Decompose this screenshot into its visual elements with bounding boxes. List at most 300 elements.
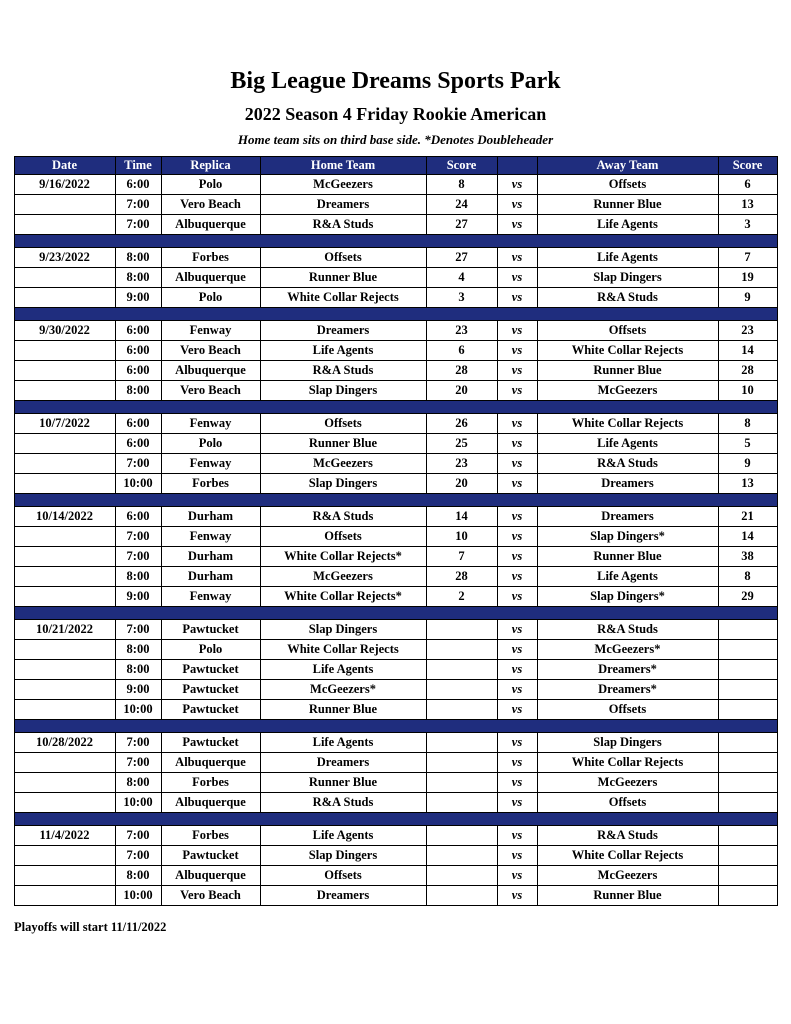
time-cell: 8:00 bbox=[115, 267, 161, 287]
home-team-cell: Runner Blue bbox=[260, 699, 426, 719]
replica-cell: Albuquerque bbox=[161, 792, 260, 812]
home-team-cell: White Collar Rejects* bbox=[260, 546, 426, 566]
replica-cell: Polo bbox=[161, 174, 260, 194]
group-separator-cell bbox=[14, 400, 777, 413]
date-filler-cell bbox=[14, 214, 115, 234]
home-score-cell bbox=[426, 679, 497, 699]
replica-cell: Polo bbox=[161, 433, 260, 453]
away-team-cell: Dreamers* bbox=[537, 659, 718, 679]
replica-cell: Pawtucket bbox=[161, 699, 260, 719]
date-filler-cell bbox=[14, 752, 115, 772]
away-team-cell: Slap Dingers* bbox=[537, 526, 718, 546]
date-cell: 9/16/2022 bbox=[14, 174, 115, 194]
home-team-cell: Slap Dingers bbox=[260, 473, 426, 493]
replica-cell: Fenway bbox=[161, 413, 260, 433]
home-team-cell: Life Agents bbox=[260, 825, 426, 845]
home-score-cell bbox=[426, 619, 497, 639]
time-cell: 6:00 bbox=[115, 506, 161, 526]
time-cell: 7:00 bbox=[115, 214, 161, 234]
away-team-cell: R&A Studs bbox=[537, 825, 718, 845]
away-team-cell: Dreamers bbox=[537, 473, 718, 493]
vs-label: vs bbox=[497, 360, 537, 380]
vs-label: vs bbox=[497, 586, 537, 606]
time-cell: 8:00 bbox=[115, 772, 161, 792]
game-row bbox=[14, 174, 777, 194]
home-team-cell: Life Agents bbox=[260, 340, 426, 360]
away-team-cell: White Collar Rejects bbox=[537, 752, 718, 772]
replica-cell: Vero Beach bbox=[161, 380, 260, 400]
vs-label: vs bbox=[497, 174, 537, 194]
home-score-cell: 24 bbox=[426, 194, 497, 214]
home-score-cell: 7 bbox=[426, 546, 497, 566]
replica-cell: Fenway bbox=[161, 586, 260, 606]
time-cell: 7:00 bbox=[115, 752, 161, 772]
time-cell: 8:00 bbox=[115, 865, 161, 885]
game-row bbox=[14, 566, 777, 586]
home-team-cell: McGeezers bbox=[260, 174, 426, 194]
time-cell: 7:00 bbox=[115, 845, 161, 865]
away-team-cell: R&A Studs bbox=[537, 453, 718, 473]
away-score-cell: 7 bbox=[718, 247, 777, 267]
date-filler-cell bbox=[14, 267, 115, 287]
page-subtitle: 2022 Season 4 Friday Rookie American bbox=[244, 103, 547, 124]
game-row bbox=[14, 380, 777, 400]
home-score-cell: 10 bbox=[426, 526, 497, 546]
game-row bbox=[14, 506, 777, 526]
game-row bbox=[14, 845, 777, 865]
home-team-cell: Slap Dingers bbox=[260, 845, 426, 865]
time-cell: 6:00 bbox=[115, 340, 161, 360]
vs-label: vs bbox=[497, 792, 537, 812]
home-team-cell: Offsets bbox=[260, 865, 426, 885]
replica-cell: Vero Beach bbox=[161, 340, 260, 360]
vs-label: vs bbox=[497, 287, 537, 307]
group-separator-cell bbox=[14, 812, 777, 825]
home-team-cell: McGeezers bbox=[260, 453, 426, 473]
game-row bbox=[14, 586, 777, 606]
away-team-cell: Runner Blue bbox=[537, 194, 718, 214]
game-row bbox=[14, 194, 777, 214]
time-cell: 7:00 bbox=[115, 546, 161, 566]
away-score-cell bbox=[718, 699, 777, 719]
home-team-cell: White Collar Rejects* bbox=[260, 586, 426, 606]
away-score-cell: 23 bbox=[718, 320, 777, 340]
date-filler-cell bbox=[14, 845, 115, 865]
home-score-cell: 23 bbox=[426, 453, 497, 473]
vs-label: vs bbox=[497, 885, 537, 905]
vs-label: vs bbox=[497, 267, 537, 287]
date-cell: 9/30/2022 bbox=[14, 320, 115, 340]
away-team-cell: White Collar Rejects bbox=[537, 413, 718, 433]
replica-cell: Polo bbox=[161, 639, 260, 659]
date-filler-cell bbox=[14, 586, 115, 606]
away-team-cell: White Collar Rejects bbox=[537, 340, 718, 360]
away-score-cell bbox=[718, 885, 777, 905]
away-team-cell: Offsets bbox=[537, 174, 718, 194]
away-team-cell: Slap Dingers* bbox=[537, 586, 718, 606]
away-team-cell: Offsets bbox=[537, 699, 718, 719]
time-cell: 7:00 bbox=[115, 825, 161, 845]
time-cell: 9:00 bbox=[115, 287, 161, 307]
home-score-cell bbox=[426, 865, 497, 885]
away-team-cell: R&A Studs bbox=[537, 287, 718, 307]
away-score-cell bbox=[718, 772, 777, 792]
away-team-cell: Dreamers* bbox=[537, 679, 718, 699]
vs-label: vs bbox=[497, 699, 537, 719]
game-row bbox=[14, 546, 777, 566]
away-team-cell: McGeezers bbox=[537, 772, 718, 792]
vs-label: vs bbox=[497, 473, 537, 493]
home-score-cell bbox=[426, 845, 497, 865]
time-cell: 7:00 bbox=[115, 619, 161, 639]
date-filler-cell bbox=[14, 380, 115, 400]
date-filler-cell bbox=[14, 194, 115, 214]
game-row bbox=[14, 865, 777, 885]
away-score-cell: 14 bbox=[718, 340, 777, 360]
vs-label: vs bbox=[497, 247, 537, 267]
home-score-cell bbox=[426, 885, 497, 905]
home-score-cell: 27 bbox=[426, 247, 497, 267]
replica-cell: Forbes bbox=[161, 473, 260, 493]
game-row bbox=[14, 772, 777, 792]
away-score-cell bbox=[718, 792, 777, 812]
home-team-cell: Dreamers bbox=[260, 194, 426, 214]
away-team-cell: White Collar Rejects bbox=[537, 845, 718, 865]
time-cell: 8:00 bbox=[115, 566, 161, 586]
vs-label: vs bbox=[497, 526, 537, 546]
home-team-cell: White Collar Rejects bbox=[260, 287, 426, 307]
home-score-cell bbox=[426, 752, 497, 772]
date-filler-cell bbox=[14, 639, 115, 659]
away-team-cell: Runner Blue bbox=[537, 885, 718, 905]
home-team-header: Home Team bbox=[260, 156, 426, 174]
group-separator-row bbox=[14, 307, 777, 320]
home-score-cell: 20 bbox=[426, 380, 497, 400]
vs-label: vs bbox=[497, 546, 537, 566]
group-separator-row bbox=[14, 719, 777, 732]
away-score-cell bbox=[718, 825, 777, 845]
replica-cell: Pawtucket bbox=[161, 619, 260, 639]
home-score-cell: 20 bbox=[426, 473, 497, 493]
away-score-cell: 8 bbox=[718, 413, 777, 433]
home-team-cell: Offsets bbox=[260, 247, 426, 267]
away-score-cell bbox=[718, 619, 777, 639]
time-cell: 7:00 bbox=[115, 194, 161, 214]
table-header-row bbox=[14, 156, 777, 174]
replica-cell: Vero Beach bbox=[161, 885, 260, 905]
date-filler-cell bbox=[14, 885, 115, 905]
time-cell: 10:00 bbox=[115, 699, 161, 719]
game-row bbox=[14, 885, 777, 905]
away-team-cell: McGeezers bbox=[537, 865, 718, 885]
date-cell: 10/21/2022 bbox=[14, 619, 115, 639]
date-filler-cell bbox=[14, 473, 115, 493]
game-row bbox=[14, 214, 777, 234]
time-cell: 6:00 bbox=[115, 320, 161, 340]
game-row bbox=[14, 699, 777, 719]
away-score-cell: 21 bbox=[718, 506, 777, 526]
game-row bbox=[14, 247, 777, 267]
home-team-cell: Runner Blue bbox=[260, 433, 426, 453]
away-team-cell: Life Agents bbox=[537, 433, 718, 453]
replica-cell: Forbes bbox=[161, 772, 260, 792]
home-score-cell bbox=[426, 639, 497, 659]
away-score-cell bbox=[718, 732, 777, 752]
home-score-cell: 26 bbox=[426, 413, 497, 433]
time-cell: 9:00 bbox=[115, 679, 161, 699]
home-team-cell: R&A Studs bbox=[260, 360, 426, 380]
schedule-table bbox=[14, 156, 778, 906]
group-separator-row bbox=[14, 493, 777, 506]
home-score-cell bbox=[426, 699, 497, 719]
away-score-cell: 10 bbox=[718, 380, 777, 400]
replica-cell: Polo bbox=[161, 287, 260, 307]
away-team-cell: Life Agents bbox=[537, 214, 718, 234]
away-team-cell: R&A Studs bbox=[537, 619, 718, 639]
time-cell: 10:00 bbox=[115, 792, 161, 812]
away-team-cell: Runner Blue bbox=[537, 360, 718, 380]
time-cell: 8:00 bbox=[115, 639, 161, 659]
time-header: Time bbox=[115, 156, 161, 174]
home-team-cell: Runner Blue bbox=[260, 267, 426, 287]
date-filler-cell bbox=[14, 792, 115, 812]
home-team-cell: Life Agents bbox=[260, 659, 426, 679]
replica-cell: Albuquerque bbox=[161, 267, 260, 287]
vs-label: vs bbox=[497, 865, 537, 885]
home-score-cell: 8 bbox=[426, 174, 497, 194]
time-cell: 6:00 bbox=[115, 174, 161, 194]
date-filler-cell bbox=[14, 566, 115, 586]
away-score-cell: 6 bbox=[718, 174, 777, 194]
date-cell: 9/23/2022 bbox=[14, 247, 115, 267]
away-score-cell: 3 bbox=[718, 214, 777, 234]
vs-label: vs bbox=[497, 845, 537, 865]
replica-cell: Albuquerque bbox=[161, 214, 260, 234]
date-header: Date bbox=[14, 156, 115, 174]
away-score-cell: 9 bbox=[718, 287, 777, 307]
vs-label: vs bbox=[497, 433, 537, 453]
game-row bbox=[14, 433, 777, 453]
home-team-cell: Offsets bbox=[260, 526, 426, 546]
away-score-cell: 13 bbox=[718, 194, 777, 214]
date-filler-cell bbox=[14, 287, 115, 307]
time-cell: 8:00 bbox=[115, 247, 161, 267]
away-team-cell: Offsets bbox=[537, 792, 718, 812]
replica-cell: Durham bbox=[161, 506, 260, 526]
time-cell: 7:00 bbox=[115, 526, 161, 546]
replica-cell: Pawtucket bbox=[161, 679, 260, 699]
time-cell: 8:00 bbox=[115, 380, 161, 400]
replica-cell: Albuquerque bbox=[161, 360, 260, 380]
home-team-cell: Dreamers bbox=[260, 320, 426, 340]
page-title: Big League Dreams Sports Park bbox=[230, 68, 561, 94]
date-filler-cell bbox=[14, 340, 115, 360]
game-row bbox=[14, 825, 777, 845]
date-filler-cell bbox=[14, 699, 115, 719]
game-row bbox=[14, 792, 777, 812]
away-team-cell: Slap Dingers bbox=[537, 732, 718, 752]
home-score-cell: 28 bbox=[426, 360, 497, 380]
time-cell: 9:00 bbox=[115, 586, 161, 606]
home-score-cell: 6 bbox=[426, 340, 497, 360]
replica-cell: Durham bbox=[161, 566, 260, 586]
replica-cell: Fenway bbox=[161, 526, 260, 546]
group-separator-row bbox=[14, 606, 777, 619]
vs-label: vs bbox=[497, 320, 537, 340]
away-score-cell: 5 bbox=[718, 433, 777, 453]
time-cell: 7:00 bbox=[115, 453, 161, 473]
home-score-cell: 25 bbox=[426, 433, 497, 453]
vs-label: vs bbox=[497, 639, 537, 659]
home-team-cell: Life Agents bbox=[260, 732, 426, 752]
time-cell: 6:00 bbox=[115, 360, 161, 380]
away-score-cell bbox=[718, 865, 777, 885]
home-team-cell: R&A Studs bbox=[260, 506, 426, 526]
replica-cell: Pawtucket bbox=[161, 732, 260, 752]
group-separator-row bbox=[14, 400, 777, 413]
home-team-cell: Runner Blue bbox=[260, 772, 426, 792]
away-team-cell: Slap Dingers bbox=[537, 267, 718, 287]
vs-label: vs bbox=[497, 506, 537, 526]
group-separator-cell bbox=[14, 606, 777, 619]
home-score-cell: 3 bbox=[426, 287, 497, 307]
time-cell: 8:00 bbox=[115, 659, 161, 679]
vs-header bbox=[497, 156, 537, 174]
vs-label: vs bbox=[497, 659, 537, 679]
game-row bbox=[14, 752, 777, 772]
game-row bbox=[14, 267, 777, 287]
time-cell: 6:00 bbox=[115, 413, 161, 433]
home-score-cell bbox=[426, 732, 497, 752]
date-filler-cell bbox=[14, 526, 115, 546]
game-row bbox=[14, 679, 777, 699]
date-filler-cell bbox=[14, 453, 115, 473]
date-filler-cell bbox=[14, 772, 115, 792]
home-team-cell: White Collar Rejects bbox=[260, 639, 426, 659]
home-team-cell: McGeezers bbox=[260, 566, 426, 586]
game-row bbox=[14, 639, 777, 659]
time-cell: 7:00 bbox=[115, 732, 161, 752]
game-row bbox=[14, 526, 777, 546]
away-score-cell: 8 bbox=[718, 566, 777, 586]
away-score-header: Score bbox=[718, 156, 777, 174]
game-row bbox=[14, 453, 777, 473]
home-score-cell: 27 bbox=[426, 214, 497, 234]
date-cell: 10/28/2022 bbox=[14, 732, 115, 752]
away-score-cell: 19 bbox=[718, 267, 777, 287]
date-cell: 11/4/2022 bbox=[14, 825, 115, 845]
away-score-cell bbox=[718, 659, 777, 679]
date-cell: 10/14/2022 bbox=[14, 506, 115, 526]
vs-label: vs bbox=[497, 380, 537, 400]
home-team-cell: Slap Dingers bbox=[260, 380, 426, 400]
home-score-header: Score bbox=[426, 156, 497, 174]
date-filler-cell bbox=[14, 360, 115, 380]
replica-cell: Pawtucket bbox=[161, 659, 260, 679]
replica-cell: Fenway bbox=[161, 453, 260, 473]
home-score-cell: 4 bbox=[426, 267, 497, 287]
time-cell: 6:00 bbox=[115, 433, 161, 453]
away-team-cell: Life Agents bbox=[537, 247, 718, 267]
date-filler-cell bbox=[14, 679, 115, 699]
away-score-cell bbox=[718, 639, 777, 659]
schedule-table-body bbox=[14, 174, 777, 905]
group-separator-cell bbox=[14, 493, 777, 506]
home-score-cell bbox=[426, 792, 497, 812]
home-score-cell: 23 bbox=[426, 320, 497, 340]
game-row bbox=[14, 360, 777, 380]
home-team-cell: Dreamers bbox=[260, 752, 426, 772]
replica-cell: Pawtucket bbox=[161, 845, 260, 865]
group-separator-cell bbox=[14, 307, 777, 320]
group-separator-cell bbox=[14, 234, 777, 247]
date-cell: 10/7/2022 bbox=[14, 413, 115, 433]
replica-cell: Fenway bbox=[161, 320, 260, 340]
away-team-cell: McGeezers bbox=[537, 380, 718, 400]
away-score-cell: 14 bbox=[718, 526, 777, 546]
doubleheader-note: Home team sits on third base side. *Denotes Doubleheader bbox=[237, 131, 554, 147]
replica-header: Replica bbox=[161, 156, 260, 174]
away-team-cell: Runner Blue bbox=[537, 546, 718, 566]
vs-label: vs bbox=[497, 619, 537, 639]
game-row bbox=[14, 659, 777, 679]
away-team-cell: Life Agents bbox=[537, 566, 718, 586]
vs-label: vs bbox=[497, 732, 537, 752]
away-team-cell: McGeezers* bbox=[537, 639, 718, 659]
away-score-cell bbox=[718, 845, 777, 865]
game-row bbox=[14, 287, 777, 307]
vs-label: vs bbox=[497, 340, 537, 360]
home-team-cell: McGeezers* bbox=[260, 679, 426, 699]
date-filler-cell bbox=[14, 659, 115, 679]
home-score-cell: 2 bbox=[426, 586, 497, 606]
away-score-cell: 28 bbox=[718, 360, 777, 380]
vs-label: vs bbox=[497, 752, 537, 772]
away-score-cell bbox=[718, 679, 777, 699]
date-filler-cell bbox=[14, 546, 115, 566]
time-cell: 10:00 bbox=[115, 885, 161, 905]
away-score-cell bbox=[718, 752, 777, 772]
vs-label: vs bbox=[497, 566, 537, 586]
away-team-cell: Dreamers bbox=[537, 506, 718, 526]
replica-cell: Forbes bbox=[161, 247, 260, 267]
vs-label: vs bbox=[497, 679, 537, 699]
home-team-cell: Slap Dingers bbox=[260, 619, 426, 639]
home-team-cell: R&A Studs bbox=[260, 792, 426, 812]
replica-cell: Albuquerque bbox=[161, 752, 260, 772]
away-score-cell: 13 bbox=[718, 473, 777, 493]
home-score-cell bbox=[426, 659, 497, 679]
game-row bbox=[14, 732, 777, 752]
vs-label: vs bbox=[497, 772, 537, 792]
replica-cell: Durham bbox=[161, 546, 260, 566]
replica-cell: Albuquerque bbox=[161, 865, 260, 885]
home-team-cell: Offsets bbox=[260, 413, 426, 433]
vs-label: vs bbox=[497, 194, 537, 214]
home-score-cell: 14 bbox=[426, 506, 497, 526]
group-separator-cell bbox=[14, 719, 777, 732]
game-row bbox=[14, 619, 777, 639]
group-separator-row bbox=[14, 812, 777, 825]
away-team-header: Away Team bbox=[537, 156, 718, 174]
date-filler-cell bbox=[14, 433, 115, 453]
vs-label: vs bbox=[497, 214, 537, 234]
game-row bbox=[14, 320, 777, 340]
home-team-cell: Dreamers bbox=[260, 885, 426, 905]
home-team-cell: R&A Studs bbox=[260, 214, 426, 234]
playoffs-note: Playoffs will start 11/11/2022 bbox=[14, 919, 167, 934]
game-row bbox=[14, 473, 777, 493]
